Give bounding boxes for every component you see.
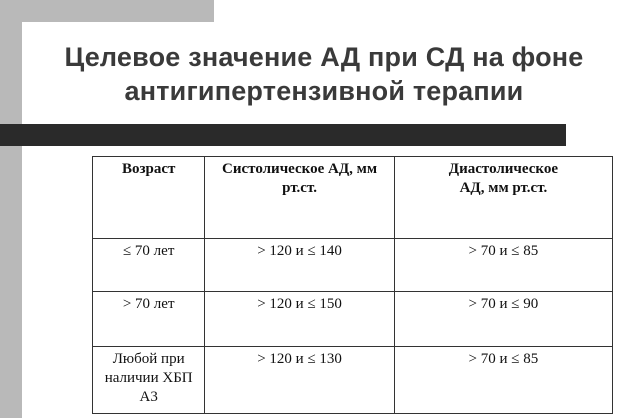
cell-diastolic: > 70 и ≤ 90 — [394, 291, 612, 346]
slide-title — [22, 40, 626, 108]
decorative-top-bar — [0, 0, 214, 22]
header-diastolic-text: Диастолическое АД, мм рт.ст. — [448, 161, 558, 196]
title-line-1: Целевое значение АД при СД на фоне — [64, 42, 584, 72]
table-header-row — [93, 157, 613, 239]
table-row — [93, 239, 613, 292]
header-age: Возраст — [93, 157, 205, 239]
cell-diastolic: > 70 и ≤ 85 — [394, 346, 612, 413]
cell-age: ≤ 70 лет — [93, 239, 205, 292]
cell-diastolic: > 70 и ≤ 85 — [394, 239, 612, 292]
cell-systolic: > 120 и ≤ 130 — [205, 346, 394, 413]
table-row — [93, 346, 613, 413]
decorative-stripe — [0, 124, 566, 146]
decorative-side-bar — [0, 0, 22, 418]
cell-age: > 70 лет — [93, 291, 205, 346]
title-line-2: антигипертензивной терапии — [124, 76, 524, 106]
bp-target-table — [92, 156, 613, 414]
header-diastolic — [394, 157, 612, 239]
table-row — [93, 291, 613, 346]
header-systolic-text: Систолическое АД, мм рт.ст. — [222, 161, 378, 196]
cell-systolic: > 120 и ≤ 140 — [205, 239, 394, 292]
cell-systolic: > 120 и ≤ 150 — [205, 291, 394, 346]
cell-age: Любой при наличии ХБП А3 — [93, 346, 205, 413]
header-systolic — [205, 157, 394, 239]
